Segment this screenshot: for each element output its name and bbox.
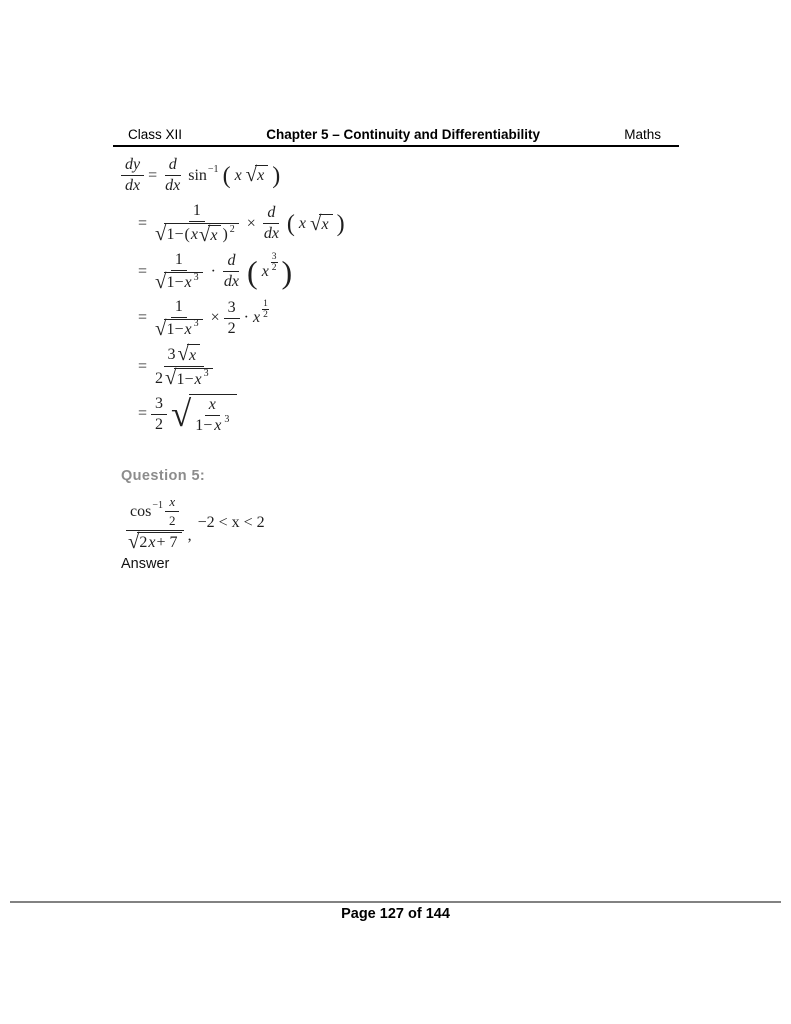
- header-subject: Maths: [624, 127, 661, 142]
- term: 1−: [176, 370, 194, 388]
- variable-x: x: [214, 416, 222, 434]
- square-root: [155, 269, 203, 293]
- denominator: 2: [169, 513, 176, 528]
- denominator: [124, 531, 186, 553]
- right-paren: ): [281, 253, 293, 290]
- cubed-exponent: 3: [224, 414, 230, 426]
- radicand: [164, 223, 238, 246]
- exponent-denominator: 2: [271, 263, 277, 274]
- right-paren: ): [336, 210, 345, 237]
- radicand: [164, 272, 202, 293]
- square-root: [165, 368, 213, 389]
- numerator: 1: [171, 251, 187, 271]
- equation-line-4: [138, 298, 345, 340]
- radicand: x: [187, 344, 200, 365]
- fraction: [151, 251, 207, 293]
- cubed-exponent: 3: [203, 368, 209, 380]
- denominator: dx: [263, 225, 279, 243]
- dot-operator: ·: [210, 262, 216, 280]
- right-paren: ): [272, 162, 281, 189]
- equation-line-6: [138, 394, 345, 435]
- radicand: x: [255, 165, 268, 186]
- equals-sign: =: [138, 262, 148, 280]
- denominator: [151, 271, 207, 293]
- exponent-numerator: 1: [263, 298, 268, 309]
- variable-x: x: [190, 226, 198, 244]
- exponent-fraction: [271, 252, 278, 273]
- left-paren: (: [286, 210, 295, 237]
- dot-operator: ·: [243, 309, 249, 327]
- numerator: d: [165, 156, 181, 176]
- header-class: Class XII: [128, 127, 183, 142]
- radicand: [164, 319, 202, 340]
- radicand: [189, 394, 237, 435]
- power-term: [252, 298, 269, 329]
- square-root: [155, 223, 239, 246]
- denominator: [151, 222, 243, 246]
- left-paren: (: [222, 162, 231, 189]
- fraction: [151, 395, 167, 434]
- fraction: [260, 204, 283, 243]
- equals-sign: =: [138, 357, 148, 375]
- numerator: x: [205, 396, 220, 416]
- equals-sign: =: [138, 405, 148, 423]
- radicand: x: [319, 214, 332, 235]
- radicand: x: [208, 225, 221, 246]
- squared-exponent: 2: [229, 223, 235, 235]
- numerator: dy: [121, 156, 144, 176]
- radicand: [174, 368, 212, 389]
- square-root: [178, 344, 201, 365]
- fraction: [151, 344, 217, 389]
- fraction: [224, 299, 240, 338]
- numerator: d: [223, 252, 239, 272]
- page-header: [113, 127, 679, 147]
- numerator: [164, 344, 205, 367]
- denominator: [151, 318, 207, 340]
- equals-sign: =: [148, 166, 158, 184]
- radical-sign: √: [171, 393, 192, 435]
- denominator: dx: [165, 177, 181, 194]
- variable-x: x: [148, 534, 156, 552]
- square-root: [199, 225, 222, 246]
- times-sign: ×: [246, 214, 256, 232]
- denominator: [191, 416, 233, 435]
- equals-sign: =: [138, 214, 148, 232]
- coefficient: 2: [155, 369, 164, 387]
- equation-line-2: [138, 202, 345, 246]
- coefficient: 3: [167, 345, 176, 363]
- fraction: [151, 202, 243, 246]
- inverse-exponent: −1: [152, 500, 164, 511]
- radical-sign: √: [155, 222, 167, 245]
- numerator: 1: [171, 298, 187, 318]
- denominator: dx: [223, 273, 240, 291]
- radical-sign: √: [198, 223, 211, 246]
- term: 1−: [166, 226, 184, 244]
- exponent-numerator: 3: [271, 252, 277, 263]
- variable-x: x: [234, 166, 242, 184]
- inverse-cosine-function: [130, 500, 164, 521]
- square-root: [171, 394, 237, 435]
- equals-sign: =: [138, 309, 148, 327]
- radical-sign: √: [128, 530, 140, 553]
- variable-x: x: [298, 214, 307, 232]
- radical-sign: √: [165, 366, 177, 390]
- footer-divider: [10, 901, 781, 903]
- denominator: dx: [125, 177, 141, 194]
- numerator: 3: [224, 299, 240, 319]
- exponent-fraction: [262, 299, 269, 320]
- denominator: 2: [155, 415, 164, 433]
- term: + 7: [156, 534, 178, 552]
- fraction: [165, 494, 180, 529]
- coefficient: 2: [139, 534, 148, 552]
- radical-sign: √: [310, 211, 322, 235]
- comma: ,: [187, 526, 192, 544]
- numerator: d: [263, 204, 279, 224]
- variable-x: x: [184, 320, 192, 338]
- header-chapter-title: Chapter 5 – Continuity and Differentiability: [266, 127, 541, 142]
- radicand: [137, 532, 181, 553]
- radical-sign: √: [177, 342, 189, 366]
- left-paren: (: [247, 253, 258, 290]
- numerator: 1: [189, 202, 205, 222]
- radical-sign: √: [245, 163, 258, 187]
- fraction: [151, 298, 207, 340]
- radical-sign: √: [155, 269, 167, 293]
- equation-line-1: [121, 156, 345, 195]
- function-name: cos: [130, 502, 152, 520]
- variable-x: x: [261, 262, 269, 280]
- function-name: sin: [188, 166, 207, 184]
- fraction: [124, 494, 186, 553]
- derivation-block: [121, 156, 345, 435]
- equation-line-3: [138, 251, 345, 293]
- inverse-sine-function: [188, 164, 219, 185]
- numerator: [126, 494, 183, 531]
- times-sign: ×: [210, 309, 220, 327]
- question-expression: [124, 494, 265, 553]
- inverse-exponent: −1: [207, 164, 219, 175]
- page-number: Page 127 of 144: [341, 906, 450, 922]
- fraction: [220, 252, 243, 291]
- term: 1−: [166, 320, 184, 338]
- numerator: x: [165, 494, 179, 512]
- question-label: Question 5:: [121, 468, 206, 484]
- power-term: [261, 252, 278, 282]
- radical-sign: √: [155, 316, 167, 340]
- exponent-denominator: 2: [263, 309, 268, 320]
- variable-x: x: [194, 370, 202, 388]
- denominator: 2: [227, 319, 236, 337]
- domain-constraint: −2 < x < 2: [197, 514, 265, 532]
- left-paren: (: [184, 226, 190, 244]
- term: 1−: [166, 274, 184, 292]
- cubed-exponent: 3: [193, 271, 199, 283]
- numerator: 3: [151, 395, 167, 415]
- square-root: [246, 165, 269, 186]
- right-paren: ): [222, 226, 228, 244]
- fraction: [191, 396, 233, 435]
- answer-label: Answer: [121, 556, 170, 572]
- term: 1−: [195, 416, 213, 434]
- square-root: [310, 211, 333, 235]
- denominator: [151, 367, 217, 389]
- expression-row: [124, 494, 265, 553]
- equation-line-5: [138, 344, 345, 389]
- fraction: [121, 156, 144, 195]
- variable-x: x: [184, 274, 192, 292]
- square-root: [128, 532, 182, 553]
- square-root: [155, 316, 203, 340]
- cubed-exponent: 3: [193, 318, 199, 330]
- fraction: [161, 156, 184, 195]
- variable-x: x: [252, 309, 261, 327]
